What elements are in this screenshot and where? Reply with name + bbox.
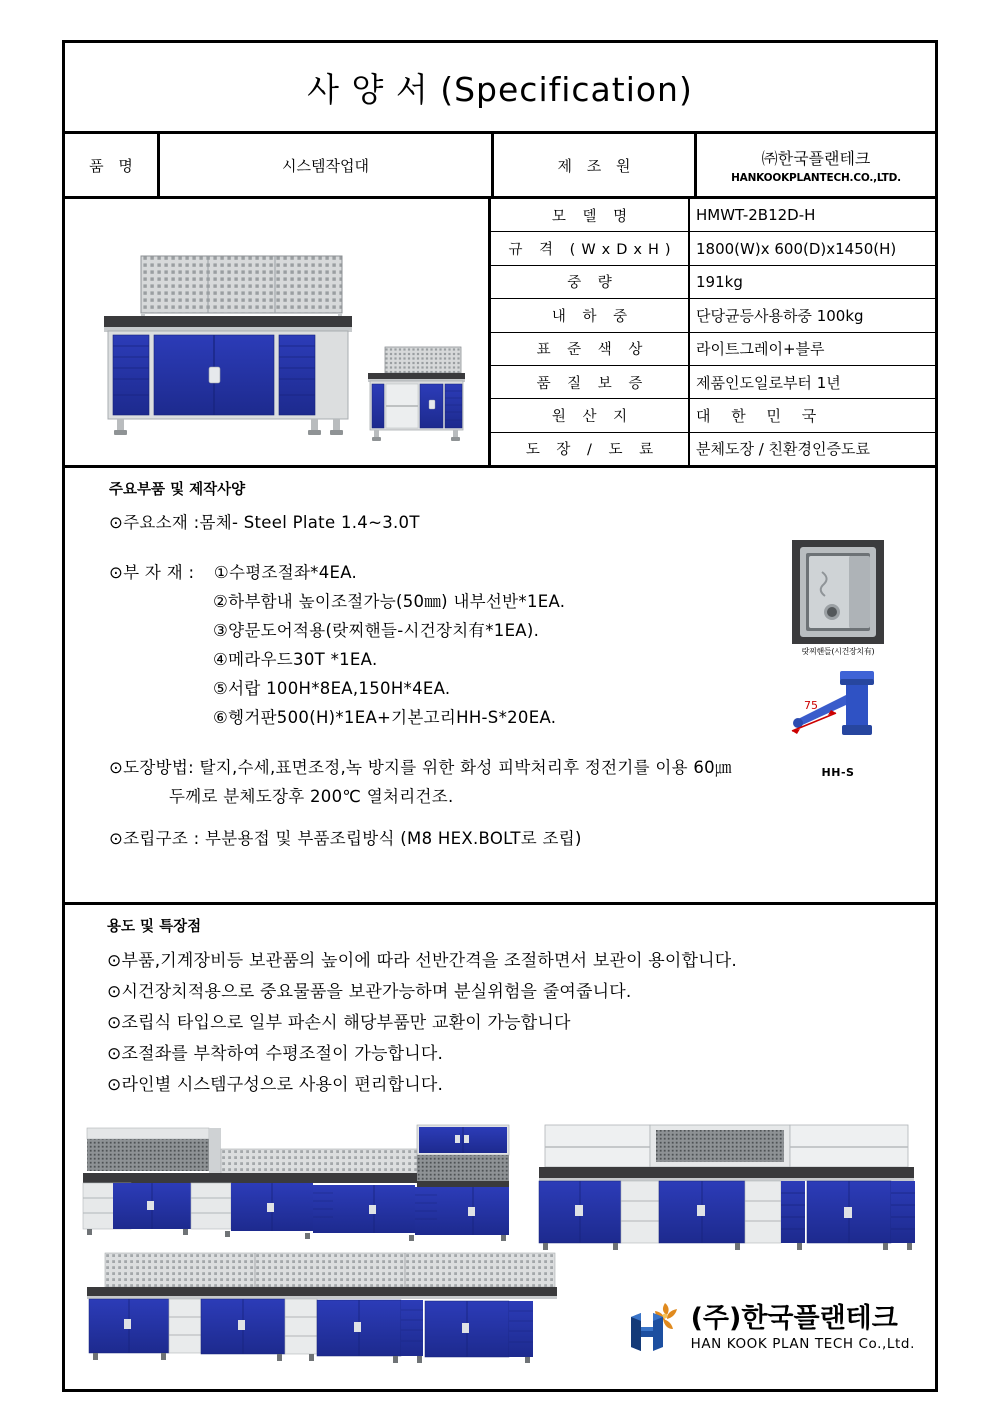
spec-row-weight [491, 266, 935, 299]
spec-value-origin: 대 한 민 국 [696, 406, 825, 425]
spec-row-model [491, 199, 935, 232]
parts-sub-item-5: ⑤서랍 100H*8EA,150H*4EA. [213, 679, 451, 698]
item-name-value: 시스템작업대 [160, 134, 494, 196]
page-title: 사 양 서 (Specification) [307, 69, 693, 109]
h-flower-logo-icon [623, 1299, 685, 1357]
manufacturer-name-ko: ㈜한국플랜테크 [761, 149, 871, 168]
spec-row-dimensions [491, 232, 935, 265]
logo-text [690, 1302, 915, 1352]
item-name-label: 품 명 [65, 134, 160, 196]
spec-row-origin [491, 399, 935, 432]
logo-text-ko: (주)한국플랜테크 [690, 1302, 898, 1334]
spacer [65, 812, 935, 820]
spec-label-model: 모 델 명 [491, 199, 690, 231]
parts-heading: 주요부품 및 제작사양 [109, 482, 246, 498]
spec-row-color [491, 333, 935, 366]
product-gallery [65, 1113, 935, 1363]
spec-value-load: 단당균등사용하중 100kg [696, 306, 864, 325]
parts-section [65, 468, 935, 905]
spec-row-warranty [491, 366, 935, 399]
parts-sub-label-text: ⊙부 자 재 : [109, 563, 195, 582]
spec-label-coating: 도 장 / 도 료 [491, 433, 690, 465]
manufacturer-value [697, 134, 935, 196]
parts-assembly-line: ⊙조립구조 : 부분용접 및 부품조립방식 (M8 HEX.BOLT로 조립) [109, 829, 582, 848]
spec-label-warranty: 품 질 보 증 [491, 366, 690, 398]
manufacturer-name-en: HANKOOKPLANTECH.CO.,LTD. [731, 172, 901, 184]
component-images [763, 540, 913, 779]
parts-sub-item-3: ③양문도어적용(랏찌핸들-시건장치有*1EA). [213, 621, 540, 640]
spec-value-model: HMWT-2B12D-H [696, 206, 816, 225]
parts-sub-item-2: ②하부함내 높이조절가능(50㎜) 내부선반*1EA. [213, 592, 566, 611]
spec-value-color: 라이트그레이+블루 [696, 340, 825, 359]
company-logo [623, 1299, 915, 1357]
specification-sheet [62, 40, 938, 1392]
spec-label-dimensions: 규 격 (WxDxH) [491, 232, 690, 264]
parts-sub-item-4: ④메라우드30T *1EA. [213, 650, 378, 669]
hook-dimension-text: 75 [804, 699, 818, 712]
spec-value-dimensions: 1800(W)x 600(D)x1450(H) [696, 239, 897, 258]
specification-table [491, 199, 935, 465]
spec-label-weight: 중 량 [491, 266, 690, 298]
document-title-row [65, 43, 935, 134]
latch-handle-image [792, 540, 884, 644]
features-heading: 용도 및 특장점 [107, 919, 202, 935]
product-image [65, 199, 491, 465]
feature-item-3: ⊙조립식 타입으로 일부 파손시 해당부품만 교환이 가능합니다 [107, 1013, 571, 1033]
parts-paint-line-1: ⊙도장방법: 탈지,수세,표면조정,녹 방지를 위한 화성 피박처리후 정전기를 이용 60㎛ [109, 758, 732, 777]
spec-value-weight: 191kg [696, 272, 743, 291]
logo-mark-icon [623, 1299, 685, 1357]
features-section [65, 905, 935, 1107]
spec-row-load [491, 299, 935, 332]
latch-handle-caption: 랏찌핸들(시건장치有) [801, 647, 875, 656]
hook-hh-s-image [778, 663, 898, 763]
parts-material-line: ⊙주요소재 :몸체- Steel Plate 1.4~3.0T [109, 513, 420, 532]
gallery-image-top-left [83, 1125, 509, 1241]
parts-paint-line-2: 두께로 분체도장후 200℃ 열처리건조. [169, 787, 454, 806]
spec-label-color: 표 준 색 상 [491, 333, 690, 365]
spec-row-coating [491, 433, 935, 465]
gallery-image-bottom-left [87, 1253, 557, 1363]
item-name-row [65, 134, 935, 199]
spec-label-origin: 원 산 지 [491, 399, 690, 431]
parts-sub-item-6: ⑥헹거판500(H)*1EA+기본고리HH-S*20EA. [213, 708, 557, 727]
workbench-illustration [65, 199, 488, 462]
hook-caption: HH-S [821, 766, 855, 779]
parts-sub-item-1: ①수평조절좌*4EA. [213, 563, 358, 582]
spec-value-warranty: 제품인도일로부터 1년 [696, 373, 841, 392]
feature-item-1: ⊙부품,기계장비등 보관품의 높이에 따라 선반간격을 조절하면서 보관이 용이합니다. [107, 951, 738, 971]
gallery-image-top-right [539, 1125, 915, 1250]
feature-item-5: ⊙라인별 시스템구성으로 사용이 편리합니다. [107, 1075, 444, 1095]
spec-label-load: 내 하 중 [491, 299, 690, 331]
manufacturer-label: 제 조 원 [494, 134, 697, 196]
spec-value-coating: 분체도장 / 친환경인증도료 [696, 440, 870, 459]
feature-item-2: ⊙시건장치적용으로 중요물품을 보관가능하며 분실위험을 줄여줍니다. [107, 982, 632, 1002]
logo-text-en: HAN KOOK PLAN TECH Co.,Ltd. [690, 1335, 915, 1352]
feature-item-4: ⊙조절좌를 부착하여 수평조절이 가능합니다. [107, 1044, 444, 1064]
product-and-spec-row [65, 199, 935, 468]
